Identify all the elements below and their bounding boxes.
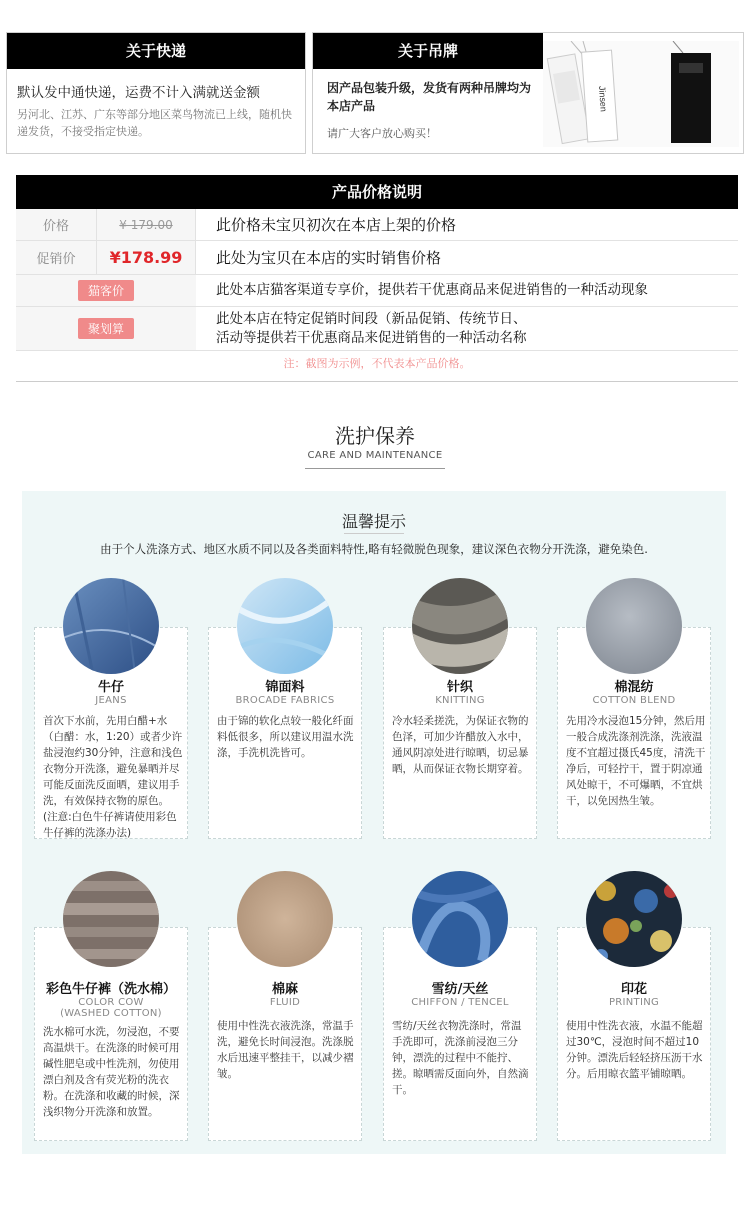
fabric-english: FLUID: [269, 997, 301, 1008]
fabric-name: 棉麻: [271, 982, 298, 997]
juhuasuan-description: 此处本店在特定促销时间段（新品促销、传统节日、活动等提供若干优惠商品来促进销售的一种活动名称: [216, 310, 527, 346]
maoke-description: 此处本店猫客渠道专享价，提供若干优惠商品来促进销售的一种活动现象: [216, 282, 648, 298]
promo-description: 此处为宝贝在本店的实时销售价格: [216, 249, 442, 267]
price-row-promo: [16, 241, 738, 275]
fabric-description: 洗水棉可水洗，勿浸泡，不要高温烘干。在洗涤的时候可用碱性肥皂或中性洗剂，勿使用漂白剂及含有荧光粉的洗衣粉。在洗涤和收藏的时候，深浅织物分开洗涤和放置。: [43, 1026, 180, 1118]
care-panel: [22, 491, 726, 1154]
fabric-name: 雪纺/天丝: [431, 982, 489, 997]
fabric-description: 使用中性洗衣液洗涤，常温手洗，避免长时间浸泡。洗涤脱水后迅速平整挂干，以减少褶皱。: [217, 1020, 354, 1080]
promo-price-value: ¥178.99: [109, 248, 183, 267]
price-row-maoke: [16, 275, 738, 307]
chiffon-swatch-image: [412, 871, 508, 967]
fabric-description: 雪纺/天丝衣物洗涤时，常温手洗即可，洗涤前浸泡三分钟，漂洗的过程中不能拧、搓。晾晒需反面向外，自然滴干。: [392, 1020, 529, 1096]
hangtag-title: 关于吊牌: [313, 33, 543, 69]
hangtag-main-text: 因产品包装升级，发货有两种吊牌均为本店产品: [327, 81, 532, 113]
fabric-english: BROCADE FABRICS: [235, 695, 335, 706]
express-info-box: [6, 32, 306, 154]
fabric-english: JEANS: [95, 695, 127, 706]
promo-label: 促销价: [16, 241, 96, 274]
express-sub-text: 另河北、江苏、广东等部分地区菜鸟物流已上线，随机快递发货，不接受指定快递。: [17, 108, 292, 138]
express-title: 关于快递: [7, 33, 305, 69]
tips-title: 温馨提示: [341, 512, 406, 531]
fabric-english-2: (WASHED COTTON): [60, 1008, 162, 1019]
fabric-english: COLOR COW: [78, 997, 144, 1008]
fabric-name: 棉混纺: [614, 680, 654, 695]
tips-text: 由于个人洗涤方式、地区水质不同以及各类面料特性,略有轻微脱色现象，建议深色衣物分开洗涤，避免染色.: [100, 542, 648, 556]
linen-swatch-image: [237, 871, 333, 967]
price-table-title: 产品价格说明: [16, 175, 738, 209]
fabric-name: 锦面料: [265, 680, 305, 695]
price-row-original: [16, 209, 738, 241]
original-price-value: ¥ 179.00: [119, 217, 173, 232]
brocade-swatch-image: [237, 578, 333, 674]
price-note: 注：截图为示例，不代表本产品价格。: [283, 357, 471, 370]
price-explanation-table: [16, 175, 738, 383]
fabric-name: 印花: [620, 982, 647, 997]
fabric-description: 先用冷水浸泡15分钟，然后用一般合成洗涤剂洗涤，洗液温度不宜超过摄氏45度，清洗干净后，可轻拧干，置于阴凉通风处晾干，不可爆晒，不宜烘干，以免因热生皱。: [566, 715, 706, 807]
fabric-name: 牛仔: [97, 680, 124, 695]
hangtag-info-box: [312, 32, 744, 154]
price-label: 价格: [16, 209, 96, 240]
hangtag-photo: [543, 41, 739, 147]
fabric-english: KNITTING: [435, 695, 485, 706]
care-subtitle: CARE AND MAINTENANCE: [307, 450, 443, 461]
hangtag-brand-text: Jinsen: [596, 85, 609, 113]
knitting-swatch-image: [412, 578, 508, 674]
fabric-description: 冷水轻柔搓洗，为保证衣物的色泽，可加少许醋放入水中，通风阴凉处进行晾晒，切忌暴晒，从而保证衣物长期穿着。: [392, 715, 529, 775]
fabric-description: 由于锦的软化点较一般化纤面料低很多，所以建议用温水洗涤，手洗机洗皆可。: [217, 715, 354, 759]
care-title: 洗护保养: [335, 424, 415, 448]
price-description: 此价格未宝贝初次在本店上架的价格: [216, 216, 457, 234]
fabric-description: 使用中性洗衣液，水温不能超过30℃，浸泡时间不超过10分钟。漂洗后轻轻挤压沥干水分。后用晾衣篮平铺晾晒。: [566, 1020, 703, 1080]
hangtag-sub-text: 请广大客户放心购买！: [327, 127, 437, 140]
express-main-text: 默认发中通快递，运费不计入满就送金额: [17, 85, 260, 101]
juhuasuan-badge: 聚划算: [78, 318, 134, 339]
divider: [344, 533, 404, 534]
fabric-english: COTTON BLEND: [592, 695, 676, 706]
printing-swatch-image: [586, 871, 682, 967]
divider: [305, 468, 445, 469]
maoke-price-badge: 猫客价: [78, 280, 134, 301]
price-row-juhuasuan: [16, 307, 738, 351]
divider: [16, 381, 738, 382]
hangtag-illustration: [543, 41, 739, 147]
fabric-description: 首次下水前，先用白醋+水（白醋：水，1:20）或者少许盐浸泡约30分钟，注意和浅色衣物分开洗涤，避免暴晒并尽可能反面洗反面晒，建议用手洗，有效保持衣物的原色。(注意:白色牛仔裤请使用彩色牛仔裤的洗涤办法): [43, 715, 183, 839]
fabric-name: 针织: [446, 680, 473, 695]
fabric-english: CHIFFON / TENCEL: [411, 997, 509, 1008]
cotton-blend-swatch-image: [586, 578, 682, 674]
washed-cotton-swatch-image: [63, 871, 159, 967]
fabric-english: PRINTING: [608, 997, 660, 1008]
fabric-name: 彩色牛仔裤（洗水棉）: [45, 982, 176, 997]
jeans-swatch-image: [63, 578, 159, 674]
